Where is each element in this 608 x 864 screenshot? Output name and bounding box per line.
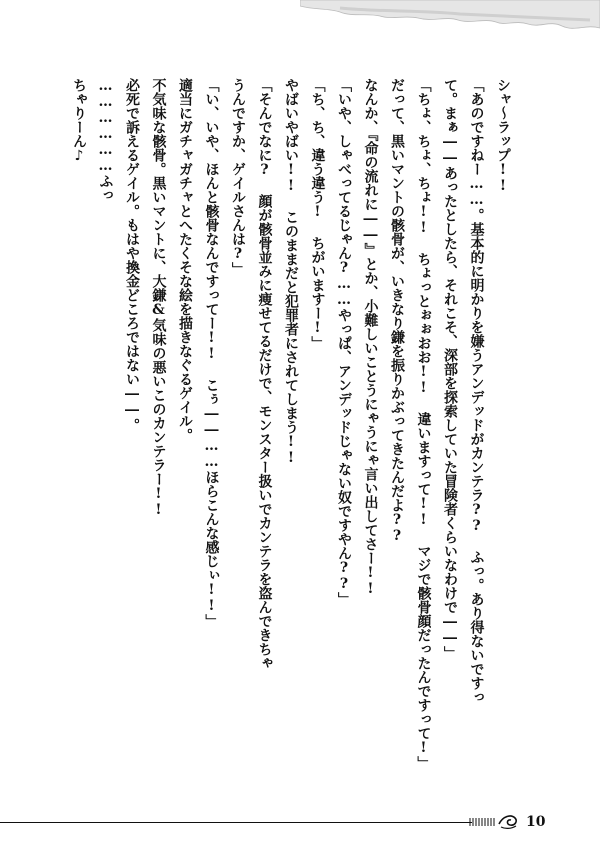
footer-rule	[0, 822, 472, 823]
footer-hatch-marks	[468, 817, 498, 827]
text-line: 必死で訴えるゲイル。もはや換金どころではない――。	[124, 78, 140, 432]
text-line: だって、黒いマントの骸骨が、いきなり鎌を振りかぶってきたんだよ??	[389, 78, 405, 544]
text-line: ………………ふっ	[97, 78, 114, 202]
text-line: なんか、『命の流れに――』とか、小難しいことうにゃうにゃ言い出してさー!!	[362, 78, 379, 597]
text-line: て。まぁ――あったとしたら、それこそ、深部を探索していた冒険者くらいなわけで――」	[442, 78, 458, 660]
vertical-text-body	[66, 78, 517, 770]
text-line: 適当にガチャガチャとへたくそな絵を描きなぐるゲイル。	[177, 78, 193, 442]
text-line: 不気味な骸骨。黒いマントに、大鎌&気味の悪いこのカンテラー!!	[150, 78, 167, 518]
text-line: ちゃりーん♪	[71, 78, 87, 164]
page-number: 10	[526, 814, 546, 830]
text-line: 「ちょ、ちょ、ちょ!! ちょっとぉぉおお!! 違いますって!! マジで骸骨顔だったんですって!」	[415, 78, 432, 770]
text-line: 「いや、しゃべってるじゃん?……やっぱ、アンデッドじゃない奴ですやん??」	[336, 78, 352, 606]
swirl-ornament-icon	[497, 810, 519, 832]
text-line: 「い、いや、ほんと骸骨なんですってー!! こぅ――……ほらこんな感じぃ!!」	[203, 78, 220, 628]
text-line: やばいやばい!! このままだと犯罪者にされてしまう!!	[283, 78, 299, 466]
text-line: 「ち、ち、違う違う! ちがいますー!」	[309, 78, 326, 350]
text-line: うんですか、ゲイルさんは?」	[230, 78, 246, 276]
text-line: 「あのですねー……。基本的に明かりを嫌うアンデッドがカンテラ?? ふっ。あり得ないですっ	[468, 78, 485, 704]
torn-paper-decoration	[300, 0, 600, 38]
text-line: シャ〜ラップ!!	[495, 78, 511, 194]
text-line: 「そんでなに? 顔が骸骨並みに痩せてるだけで、モンスター扱いでカンテラを盗んできちゃ	[256, 78, 273, 670]
